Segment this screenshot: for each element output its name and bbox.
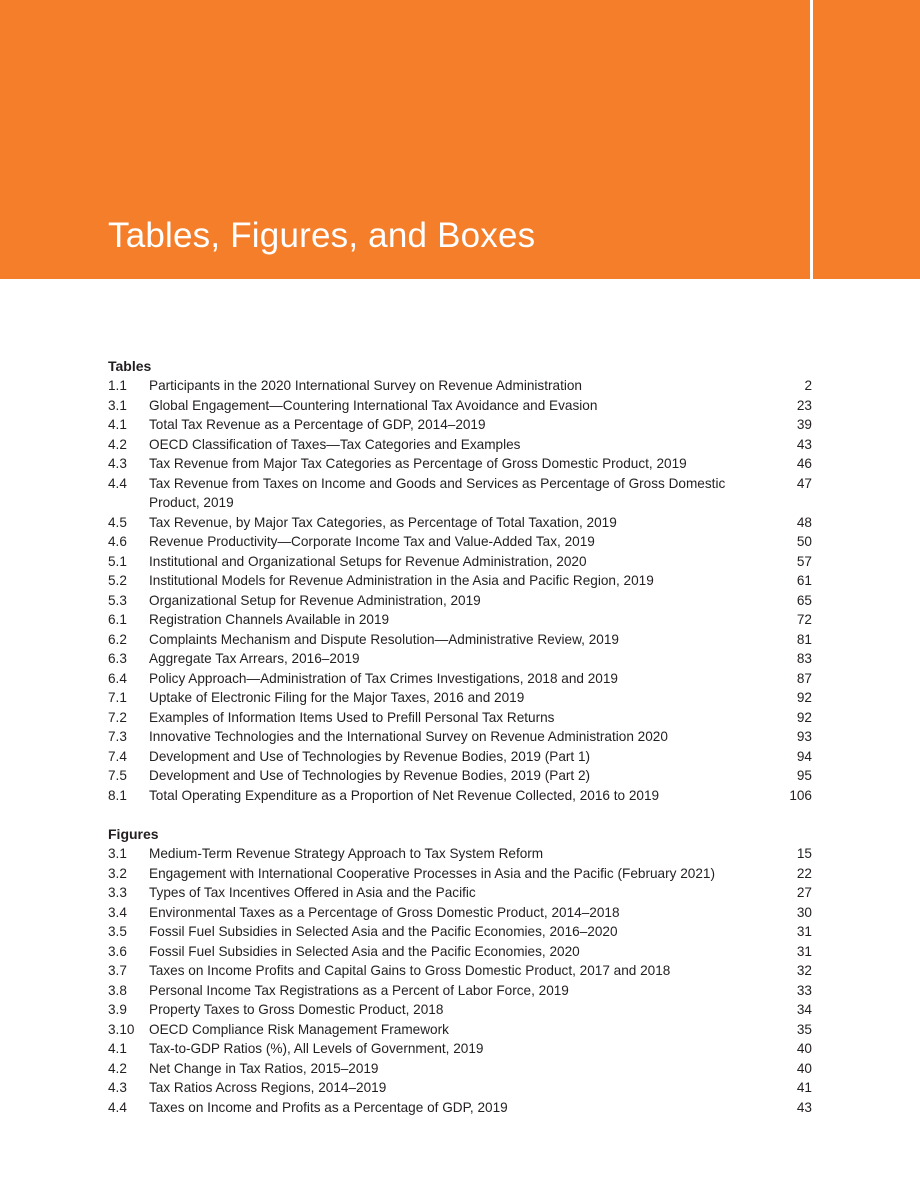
entry-number: 3.9	[108, 1002, 127, 1017]
entry-title: Uptake of Electronic Filing for the Major Taxes, 2016 and 2019	[149, 690, 525, 705]
entry-number: 4.4	[108, 475, 127, 491]
entry-title: Total Tax Revenue as a Percentage of GDP, 2014–2019	[149, 417, 486, 432]
entry-page-number: 50	[796, 534, 812, 549]
entry-title: Types of Tax Incentives Offered in Asia and the Pacific	[149, 885, 476, 900]
table-entry[interactable]	[108, 376, 812, 396]
table-of-contents	[108, 356, 812, 1117]
entry-title: Organizational Setup for Revenue Administration, 2019	[149, 592, 481, 608]
figure-entry[interactable]	[108, 883, 812, 903]
entry-title: Medium-Term Revenue Strategy Approach to Tax System Reform	[149, 846, 544, 861]
entry-number: 4.6	[108, 534, 127, 549]
entry-page-number: 34	[796, 1002, 812, 1017]
figure-entry[interactable]	[108, 1039, 812, 1059]
entry-page-number: 72	[796, 612, 812, 627]
entry-page-number: 39	[796, 417, 812, 432]
table-entry[interactable]	[108, 513, 812, 533]
entry-page-number: 94	[796, 748, 812, 764]
entry-title: Innovative Technologies and the International Survey on Revenue Administration 2020	[149, 729, 668, 744]
entry-number: 6.3	[108, 651, 127, 666]
table-entry[interactable]	[108, 786, 812, 806]
entry-number: 4.5	[108, 514, 127, 530]
entry-title: Global Engagement—Countering International Tax Avoidance and Evasion	[149, 397, 598, 413]
entry-number: 4.3	[108, 456, 127, 471]
entry-page-number: 41	[796, 1080, 812, 1095]
entry-number: 5.3	[108, 592, 127, 608]
entry-title: OECD Compliance Risk Management Framework	[149, 1021, 449, 1037]
entry-title: Policy Approach—Administration of Tax Crimes Investigations, 2018 and 2019	[149, 670, 618, 686]
table-entry[interactable]	[108, 747, 812, 767]
entry-number: 3.10	[108, 1021, 135, 1037]
entry-page-number: 92	[796, 709, 812, 725]
tables-list	[108, 376, 812, 805]
entry-number: 3.4	[108, 904, 127, 920]
entry-number: 3.5	[108, 924, 127, 939]
figure-entry[interactable]	[108, 1098, 812, 1118]
entry-number: 4.1	[108, 417, 127, 432]
entry-number: 7.2	[108, 709, 127, 725]
entry-page-number: 22	[796, 865, 812, 881]
table-entry[interactable]	[108, 552, 812, 572]
entry-number: 8.1	[108, 787, 127, 803]
entry-number: 1.1	[108, 378, 127, 393]
entry-page-number: 46	[796, 456, 812, 471]
figure-entry[interactable]	[108, 1059, 812, 1079]
entry-number: 4.2	[108, 1060, 127, 1076]
entry-title: Fossil Fuel Subsidies in Selected Asia and the Pacific Economies, 2016–2020	[149, 924, 618, 939]
entry-number: 5.2	[108, 573, 127, 588]
figures-list	[108, 844, 812, 1117]
entry-page-number: 43	[796, 1099, 812, 1115]
entry-title: Institutional Models for Revenue Administration in the Asia and Pacific Region, 2019	[149, 573, 654, 588]
table-entry[interactable]	[108, 669, 812, 689]
table-entry[interactable]	[108, 610, 812, 630]
entry-number: 7.1	[108, 690, 127, 705]
table-entry[interactable]	[108, 591, 812, 611]
figure-entry[interactable]	[108, 1000, 812, 1020]
entry-number: 6.1	[108, 612, 127, 627]
entry-page-number: 31	[796, 924, 812, 939]
figure-entry[interactable]	[108, 942, 812, 962]
entry-page-number: 65	[796, 592, 812, 608]
entry-page-number: 23	[796, 397, 812, 413]
figure-entry[interactable]	[108, 922, 812, 942]
entry-title: Participants in the 2020 International Survey on Revenue Administration	[149, 378, 582, 393]
entry-number: 4.4	[108, 1099, 127, 1115]
table-entry[interactable]	[108, 435, 812, 455]
entry-page-number: 87	[796, 670, 812, 686]
entry-number: 4.2	[108, 436, 127, 452]
entry-page-number: 61	[796, 573, 812, 588]
entry-title: Tax Ratios Across Regions, 2014–2019	[149, 1080, 387, 1095]
entry-title: Environmental Taxes as a Percentage of Gross Domestic Product, 2014–2018	[149, 904, 620, 920]
entry-number: 5.1	[108, 553, 127, 569]
page-title: Tables, Figures, and Boxes	[108, 216, 536, 255]
entry-number: 7.4	[108, 748, 127, 764]
entry-title: Fossil Fuel Subsidies in Selected Asia and the Pacific Economies, 2020	[149, 943, 580, 959]
entry-number: 4.1	[108, 1041, 127, 1056]
table-entry[interactable]	[108, 415, 812, 435]
header-side-strip	[813, 0, 920, 279]
entry-number: 3.1	[108, 397, 127, 413]
entry-title: Registration Channels Available in 2019	[149, 612, 390, 627]
entry-title: Tax-to-GDP Ratios (%), All Levels of Government, 2019	[149, 1041, 484, 1056]
entry-title: Property Taxes to Gross Domestic Product, 2018	[149, 1002, 444, 1017]
entry-page-number: 106	[789, 787, 812, 803]
entry-title: Revenue Productivity—Corporate Income Tax and Value-Added Tax, 2019	[149, 534, 595, 549]
table-entry[interactable]	[108, 571, 812, 591]
entry-title: Tax Revenue from Taxes on Income and Goods and Services as Percentage of Gross Domestic Product, 2019	[149, 475, 726, 510]
entry-page-number: 48	[796, 514, 812, 530]
entry-title: Development and Use of Technologies by Revenue Bodies, 2019 (Part 1)	[149, 748, 591, 764]
figure-entry[interactable]	[108, 1078, 812, 1098]
table-entry[interactable]	[108, 630, 812, 650]
figure-entry[interactable]	[108, 864, 812, 884]
entry-page-number: 92	[796, 690, 812, 705]
entry-title: Development and Use of Technologies by Revenue Bodies, 2019 (Part 2)	[149, 768, 591, 783]
tables-heading: Tables	[108, 358, 152, 374]
entry-page-number: 15	[796, 846, 812, 861]
entry-page-number: 81	[796, 631, 812, 647]
entry-title: Total Operating Expenditure as a Proportion of Net Revenue Collected, 2016 to 2019	[149, 787, 660, 803]
entry-page-number: 83	[796, 651, 812, 666]
entry-title: Personal Income Tax Registrations as a Percent of Labor Force, 2019	[149, 982, 569, 998]
entry-title: Engagement with International Cooperative Processes in Asia and the Pacific (February 2021)	[149, 865, 715, 881]
figure-entry[interactable]	[108, 961, 812, 981]
entry-page-number: 31	[796, 943, 812, 959]
table-entry[interactable]	[108, 396, 812, 416]
entry-number: 6.2	[108, 631, 127, 647]
entry-title: Institutional and Organizational Setups for Revenue Administration, 2020	[149, 553, 587, 569]
entry-number: 4.3	[108, 1080, 127, 1095]
table-entry[interactable]	[108, 688, 812, 708]
entry-page-number: 30	[796, 904, 812, 920]
entry-page-number: 40	[796, 1060, 812, 1076]
entry-title: Aggregate Tax Arrears, 2016–2019	[149, 651, 360, 666]
entry-title: Tax Revenue, by Major Tax Categories, as Percentage of Total Taxation, 2019	[149, 514, 617, 530]
entry-number: 7.5	[108, 768, 127, 783]
entry-page-number: 93	[796, 729, 812, 744]
entry-page-number: 32	[796, 963, 812, 978]
figure-entry[interactable]	[108, 1020, 812, 1040]
entry-number: 3.1	[108, 846, 127, 861]
entry-title: Taxes on Income Profits and Capital Gains to Gross Domestic Product, 2017 and 2018	[149, 963, 671, 978]
table-entry[interactable]	[108, 474, 812, 513]
entry-page-number: 57	[796, 553, 812, 569]
entry-number: 3.3	[108, 885, 127, 900]
entry-number: 3.7	[108, 963, 127, 978]
figures-heading: Figures	[108, 826, 159, 842]
entry-number: 7.3	[108, 729, 127, 744]
entry-page-number: 27	[796, 885, 812, 900]
entry-number: 3.8	[108, 982, 127, 998]
entry-title: Net Change in Tax Ratios, 2015–2019	[149, 1060, 379, 1076]
table-entry[interactable]	[108, 766, 812, 786]
figure-entry[interactable]	[108, 981, 812, 1001]
entry-title: Complaints Mechanism and Dispute Resolution—Administrative Review, 2019	[149, 631, 619, 647]
entry-number: 3.2	[108, 865, 127, 881]
entry-title: OECD Classification of Taxes—Tax Categories and Examples	[149, 436, 521, 452]
entry-title: Tax Revenue from Major Tax Categories as Percentage of Gross Domestic Product, 2019	[149, 456, 687, 471]
entry-number: 6.4	[108, 670, 127, 686]
entry-page-number: 2	[804, 378, 812, 393]
entry-number: 3.6	[108, 943, 127, 959]
entry-page-number: 33	[796, 982, 812, 998]
table-entry[interactable]	[108, 727, 812, 747]
table-entry[interactable]	[108, 532, 812, 552]
entry-title: Taxes on Income and Profits as a Percentage of GDP, 2019	[149, 1099, 508, 1115]
figure-entry[interactable]	[108, 844, 812, 864]
entry-page-number: 40	[796, 1041, 812, 1056]
table-entry[interactable]	[108, 454, 812, 474]
entry-page-number: 47	[796, 475, 812, 491]
entry-title: Examples of Information Items Used to Prefill Personal Tax Returns	[149, 709, 555, 725]
table-entry[interactable]	[108, 649, 812, 669]
figure-entry[interactable]	[108, 903, 812, 923]
entry-page-number: 95	[796, 768, 812, 783]
entry-page-number: 43	[796, 436, 812, 452]
entry-page-number: 35	[796, 1021, 812, 1037]
table-entry[interactable]	[108, 708, 812, 728]
